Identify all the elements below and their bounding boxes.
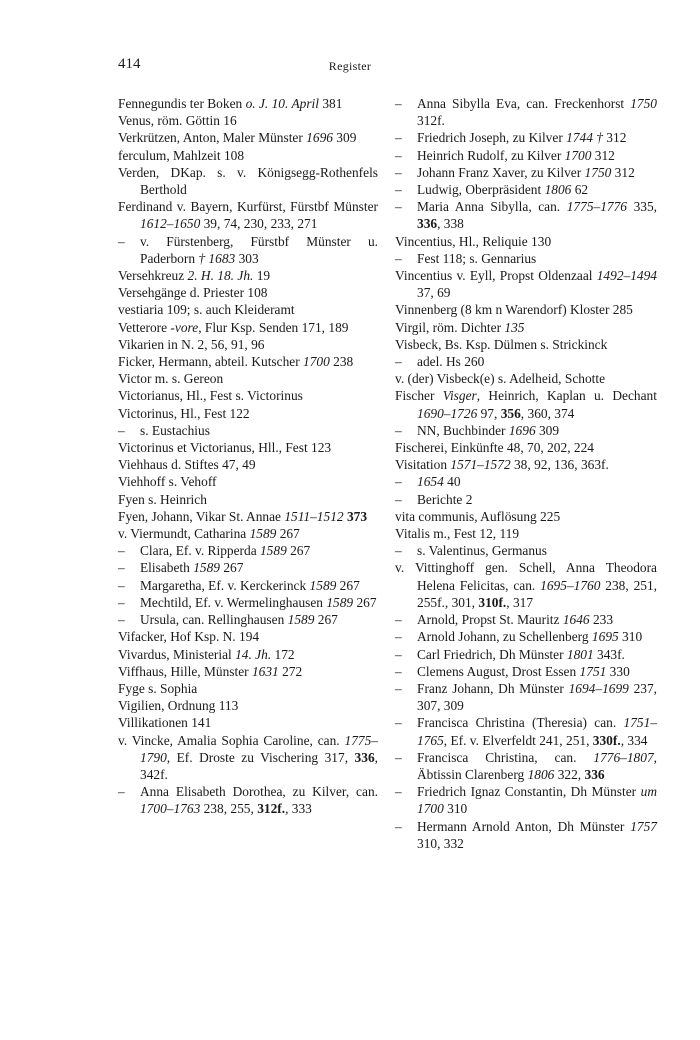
entry-text: Venus, röm. Göttin 16 bbox=[118, 113, 237, 129]
entry-text: 322, bbox=[554, 766, 585, 782]
entry-text: -vore bbox=[170, 319, 199, 335]
entry-text: 310, 332 bbox=[417, 835, 464, 851]
index-entry bbox=[118, 319, 378, 336]
entry-text: 1589 bbox=[259, 543, 287, 559]
entry-text: Friedrich Joseph, zu Kilver bbox=[417, 130, 567, 146]
entry-text: 309 bbox=[332, 130, 357, 146]
entry-text: Maria Anna Sibylla, can. bbox=[417, 199, 567, 215]
entry-text: o. J. 10. April bbox=[245, 96, 319, 111]
entry-text: Mechtild, Ef. v. Wermelinghausen bbox=[140, 594, 327, 610]
index-subentry bbox=[395, 164, 657, 181]
entry-text: , 333 bbox=[285, 801, 312, 817]
index-entry bbox=[118, 147, 378, 164]
entry-text: 1631 bbox=[251, 663, 279, 679]
entry-text: , 338 bbox=[437, 216, 464, 232]
entry-text: 1695–1760 bbox=[540, 577, 601, 593]
entry-text: Victorianus, Hl., Fest s. Victorinus bbox=[118, 388, 303, 404]
index-subentry bbox=[395, 473, 657, 490]
index-entry bbox=[395, 559, 657, 611]
index-subentry bbox=[118, 233, 378, 267]
entry-text: 336 bbox=[354, 749, 375, 765]
index-entry bbox=[395, 233, 657, 250]
entry-text: Berichte 2 bbox=[417, 491, 473, 507]
entry-text: 312 bbox=[611, 164, 635, 180]
entry-text: Arnold, Propst St. Mauritz bbox=[417, 612, 563, 628]
entry-text: Viffhaus, Hille, Münster bbox=[118, 663, 252, 679]
index-entry bbox=[118, 732, 378, 784]
entry-text: 2. H. 18. Jh. bbox=[187, 268, 254, 284]
entry-text: 310f. bbox=[478, 594, 507, 610]
entry-text: vita communis, Auflösung 225 bbox=[395, 508, 561, 524]
index-subentry bbox=[395, 818, 657, 852]
index-entry bbox=[118, 646, 378, 663]
entry-text: 1801 bbox=[566, 646, 594, 662]
index-entry bbox=[118, 164, 378, 198]
index-entry bbox=[395, 387, 657, 421]
entry-text: Fyen, Johann, Vikar St. Annae bbox=[118, 508, 285, 524]
entry-text: 135 bbox=[504, 319, 525, 335]
index-entry bbox=[118, 405, 378, 422]
entry-text: 40 bbox=[443, 474, 461, 490]
entry-text: 267 bbox=[219, 560, 244, 576]
index-subentry bbox=[118, 783, 378, 817]
entry-text: 1806 bbox=[527, 766, 555, 782]
entry-text: Friedrich Ignaz Constantin, Dh Münster bbox=[417, 784, 641, 800]
entry-text: 310 bbox=[443, 801, 468, 817]
entry-text: 1694–1699 bbox=[568, 680, 629, 696]
index-entry bbox=[118, 129, 378, 146]
entry-text: 1757 bbox=[630, 818, 657, 834]
index-subentry bbox=[395, 422, 657, 439]
entry-text: Versehgänge d. Priester 108 bbox=[118, 285, 268, 301]
index-subentry bbox=[118, 542, 378, 559]
entry-text: Versehkreuz bbox=[118, 268, 188, 284]
entry-text: Fennegundis ter Boken bbox=[118, 96, 246, 111]
index-entry bbox=[395, 319, 657, 336]
index-subentry bbox=[395, 95, 657, 129]
entry-text: 267 bbox=[276, 526, 300, 542]
index-column-right bbox=[395, 95, 657, 852]
entry-text: Victorinus, Hl., Fest 122 bbox=[118, 405, 250, 421]
index-entry bbox=[118, 697, 378, 714]
entry-text: Vetterore bbox=[118, 319, 171, 335]
entry-text: 336 bbox=[417, 216, 438, 232]
entry-text: 1744 † bbox=[566, 130, 603, 146]
index-entry bbox=[118, 663, 378, 680]
entry-text: 1695 bbox=[591, 629, 619, 645]
entry-text: , Ef. v. Elverfeldt 241, 251, bbox=[443, 732, 593, 748]
index-subentry bbox=[395, 542, 657, 559]
entry-text: 1750 bbox=[630, 96, 657, 111]
entry-text: v. Vittinghoff gen. Schell, Anna Theodora Helena Felicitas, can. bbox=[395, 560, 657, 593]
entry-text: 272 bbox=[278, 663, 303, 679]
entry-text: 1646 bbox=[562, 612, 590, 628]
entry-text: , 317 bbox=[506, 594, 534, 610]
entry-text: Margaretha, Ef. v. Kerckerinck bbox=[140, 577, 310, 593]
entry-text: Anna Elisabeth Dorothea, zu Kilver, can. bbox=[140, 784, 378, 800]
entry-text: 1775–1776 bbox=[566, 199, 627, 215]
index-subentry bbox=[118, 559, 378, 576]
entry-text: Heinrich Rudolf, zu Kilver bbox=[417, 147, 565, 163]
entry-text: s. Eustachius bbox=[140, 422, 210, 438]
entry-text: , 334 bbox=[620, 732, 648, 748]
entry-text: Arnold Johann, zu Schellenberg bbox=[417, 629, 592, 645]
index-entry bbox=[395, 439, 657, 456]
entry-text: Victor m. s. Gereon bbox=[118, 371, 224, 387]
entry-text: 1750 bbox=[584, 164, 612, 180]
entry-text: 237, 307, 309 bbox=[417, 680, 657, 714]
entry-text: Vikarien in N. 2, 56, 91, 96 bbox=[118, 336, 265, 352]
entry-text: Fischer bbox=[395, 388, 443, 404]
index-entry bbox=[395, 370, 657, 387]
index-subentry bbox=[395, 663, 657, 680]
index-entry bbox=[395, 301, 657, 318]
entry-text: Francisca Christina (Theresia) can. bbox=[417, 715, 624, 731]
entry-text: 343f. bbox=[593, 646, 625, 662]
entry-text: Vinnenberg (8 km n Warendorf) Kloster 285 bbox=[395, 302, 633, 318]
entry-text: 336 bbox=[584, 766, 605, 782]
entry-text: 62 bbox=[571, 182, 589, 198]
index-entry bbox=[395, 456, 657, 473]
index-entry bbox=[118, 284, 378, 301]
entry-text: 1776–1807 bbox=[593, 749, 654, 765]
index-entry bbox=[118, 714, 378, 731]
index-entry bbox=[118, 336, 378, 353]
entry-text: 330f. bbox=[592, 732, 621, 748]
entry-text: 356 bbox=[500, 405, 521, 421]
entry-text: vestiaria 109; s. auch Kleideramt bbox=[118, 302, 295, 318]
entry-text: Elisabeth bbox=[140, 560, 194, 576]
entry-text: 1696 bbox=[306, 130, 333, 146]
entry-text: Ludwig, Oberpräsident bbox=[417, 182, 545, 198]
index-subentry bbox=[395, 250, 657, 267]
entry-text: , Flur Ksp. Senden 171, 189 bbox=[198, 319, 349, 335]
index-subentry bbox=[395, 353, 657, 370]
index-entry bbox=[118, 680, 378, 697]
entry-text: 381 bbox=[318, 96, 343, 111]
index-entry bbox=[118, 301, 378, 318]
entry-text: , 342f. bbox=[140, 749, 378, 782]
entry-text: Vitalis m., Fest 12, 119 bbox=[395, 526, 520, 542]
entry-text: 97, bbox=[477, 405, 501, 421]
entry-text: Ursula, can. Rellinghausen bbox=[140, 612, 288, 628]
entry-text: , Ef. Droste zu Vischering 317, bbox=[166, 749, 355, 765]
index-subentry bbox=[395, 714, 657, 748]
entry-text: 1700 bbox=[303, 354, 330, 370]
index-entry bbox=[395, 336, 657, 353]
entry-text: NN, Buchbinder bbox=[417, 422, 509, 438]
index-entry bbox=[118, 95, 378, 112]
index-entry bbox=[118, 491, 378, 508]
index-subentry bbox=[395, 749, 657, 783]
index-entry bbox=[118, 198, 378, 232]
entry-text: 267 bbox=[353, 594, 377, 610]
entry-text: 267 bbox=[286, 543, 311, 559]
entry-text: † 1683 bbox=[198, 250, 236, 266]
entry-text: Vigilien, Ordnung 113 bbox=[118, 698, 239, 714]
entry-text: Viehhoff s. Vehoff bbox=[118, 474, 217, 490]
entry-text: Vifacker, Hof Ksp. N. 194 bbox=[118, 629, 260, 645]
entry-text: s. Valentinus, Germanus bbox=[417, 543, 547, 559]
index-entry bbox=[118, 508, 378, 525]
entry-text: 1589 bbox=[249, 526, 277, 542]
index-entry bbox=[118, 525, 378, 542]
entry-text: v. Fürstenberg, Fürstbf Münster u. Paderborn bbox=[140, 233, 378, 266]
entry-text: Francisca Christina, can. bbox=[417, 749, 594, 765]
index-subentry bbox=[395, 129, 657, 146]
index-subentry bbox=[395, 198, 657, 232]
entry-text: 19 bbox=[253, 268, 271, 284]
entry-text: v. (der) Visbeck(e) s. Adelheid, Schotte bbox=[395, 371, 606, 387]
entry-text: 330 bbox=[606, 663, 630, 679]
entry-text: 1700 bbox=[564, 147, 592, 163]
entry-text: 1690–1726 bbox=[417, 405, 478, 421]
entry-text: 1751–1765 bbox=[417, 715, 657, 748]
entry-text: 1775–1790 bbox=[140, 732, 378, 765]
entry-text: 1696 bbox=[508, 422, 536, 438]
page-number: 414 bbox=[118, 56, 141, 72]
index-subentry bbox=[395, 783, 657, 817]
entry-text: 38, 92, 136, 363f. bbox=[510, 457, 609, 473]
entry-text: Clara, Ef. v. Ripperda bbox=[140, 543, 260, 559]
entry-text: Victorinus et Victorianus, Hll., Fest 123 bbox=[118, 440, 332, 456]
entry-text: 309 bbox=[535, 422, 560, 438]
index-entry bbox=[118, 473, 378, 490]
entry-text: Ferdinand v. Bayern, Kurfürst, Fürstbf Münster bbox=[118, 199, 378, 215]
entry-text: 312 bbox=[602, 130, 627, 146]
index-entry bbox=[118, 112, 378, 129]
entry-text: Vivardus, Ministerial bbox=[118, 646, 236, 662]
entry-text: 14. Jh. bbox=[235, 646, 272, 662]
entry-text: 238, 251, 255f., 301, bbox=[417, 577, 658, 610]
entry-text: 1511–1512 bbox=[284, 508, 344, 524]
entry-text: um bbox=[640, 784, 657, 800]
index-column-left bbox=[118, 95, 378, 818]
entry-text: 238 bbox=[329, 354, 354, 370]
entry-text: 1700 bbox=[417, 801, 444, 817]
index-subentry bbox=[395, 181, 657, 198]
entry-text: 1612–1650 bbox=[140, 216, 201, 232]
entry-text: 303 bbox=[235, 250, 259, 266]
entry-text: Visbeck, Bs. Ksp. Dülmen s. Strickinck bbox=[395, 336, 608, 352]
index-entry bbox=[118, 439, 378, 456]
index-subentry bbox=[395, 680, 657, 714]
entry-text: 335, bbox=[627, 199, 657, 215]
entry-text: Johann Franz Xaver, zu Kilver bbox=[417, 164, 585, 180]
entry-text: 310 bbox=[618, 629, 643, 645]
entry-text: , 360, 374 bbox=[520, 405, 575, 421]
entry-text: 1589 bbox=[193, 560, 220, 576]
index-entry bbox=[118, 267, 378, 284]
entry-text: , Heinrich, Kaplan u. Dechant bbox=[476, 388, 657, 404]
entry-text: 37, 69 bbox=[417, 285, 451, 301]
index-entry bbox=[118, 628, 378, 645]
entry-text: 1654 bbox=[417, 474, 444, 490]
index-entry bbox=[118, 387, 378, 404]
running-head: Register bbox=[328, 59, 372, 73]
entry-text: Anna Sibylla Eva, can. Freckenhorst bbox=[417, 96, 631, 111]
entry-text: Fyen s. Heinrich bbox=[118, 491, 207, 507]
entry-text: Verkrützen, Anton, Maler Münster bbox=[118, 130, 307, 146]
entry-text: 238, 255, bbox=[200, 801, 258, 817]
entry-text: Visger bbox=[442, 388, 477, 404]
entry-text: 172 bbox=[271, 646, 295, 662]
entry-text: , Äbtissin Clarenberg bbox=[417, 749, 657, 782]
entry-text: Ficker, Hermann, abteil. Kutscher bbox=[118, 354, 304, 370]
entry-text: 1492–1494 bbox=[596, 268, 657, 284]
entry-text: 1589 bbox=[326, 594, 354, 610]
index-subentry bbox=[395, 147, 657, 164]
index-subentry bbox=[118, 611, 378, 628]
entry-text: 1700–1763 bbox=[140, 801, 201, 817]
index-subentry bbox=[395, 611, 657, 628]
entry-text: 373 bbox=[346, 508, 368, 524]
entry-text: Vincentius, Hl., Reliquie 130 bbox=[395, 233, 552, 249]
entry-text: 1806 bbox=[544, 182, 572, 198]
entry-text: 267 bbox=[314, 612, 338, 628]
index-subentry bbox=[118, 577, 378, 594]
entry-text: 1589 bbox=[309, 577, 337, 593]
index-entry bbox=[118, 456, 378, 473]
index-subentry bbox=[118, 594, 378, 611]
index-entry bbox=[395, 525, 657, 542]
index-entry bbox=[118, 353, 378, 370]
index-entry bbox=[395, 267, 657, 301]
entry-text: Fyge s. Sophia bbox=[118, 680, 198, 696]
entry-text: Clemens August, Drost Essen bbox=[417, 663, 580, 679]
entry-text: 267 bbox=[336, 577, 360, 593]
entry-text: 312f. bbox=[417, 113, 445, 129]
entry-text: Franz Johann, Dh Münster bbox=[417, 680, 569, 696]
entry-text: Vincentius v. Eyll, Propst Oldenzaal bbox=[395, 268, 597, 284]
entry-text: Viehhaus d. Stiftes 47, 49 bbox=[118, 457, 256, 473]
entry-text: 233 bbox=[589, 612, 614, 628]
entry-text: Carl Friedrich, Dh Münster bbox=[417, 646, 567, 662]
index-subentry bbox=[118, 422, 378, 439]
entry-text: adel. Hs 260 bbox=[417, 354, 485, 370]
entry-text: v. Vincke, Amalia Sophia Caroline, can. bbox=[118, 732, 345, 748]
entry-text: 1589 bbox=[287, 612, 315, 628]
entry-text: 39, 74, 230, 233, 271 bbox=[200, 216, 318, 232]
index-entry bbox=[118, 370, 378, 387]
entry-text: Visitation bbox=[395, 457, 451, 473]
index-subentry bbox=[395, 646, 657, 663]
entry-text: ferculum, Mahlzeit 108 bbox=[118, 147, 245, 163]
index-subentry bbox=[395, 628, 657, 645]
index-subentry bbox=[395, 491, 657, 508]
entry-text: Fest 118; s. Gennarius bbox=[417, 250, 537, 266]
entry-text: Hermann Arnold Anton, Dh Münster bbox=[417, 818, 631, 834]
entry-text: Fischerei, Einkünfte 48, 70, 202, 224 bbox=[395, 440, 594, 456]
entry-text: 312f. bbox=[257, 801, 286, 817]
entry-text: v. Viermundt, Catharina bbox=[118, 526, 250, 542]
entry-text: 1571–1572 bbox=[450, 457, 511, 473]
index-entry bbox=[395, 508, 657, 525]
entry-text: Villikationen 141 bbox=[118, 715, 212, 731]
entry-text: Verden, DKap. s. v. Königsegg-Rothenfels Berthold bbox=[118, 164, 378, 198]
entry-text: Virgil, röm. Dichter bbox=[395, 319, 505, 335]
entry-text: 312 bbox=[591, 147, 615, 163]
entry-text: 1751 bbox=[579, 663, 607, 679]
